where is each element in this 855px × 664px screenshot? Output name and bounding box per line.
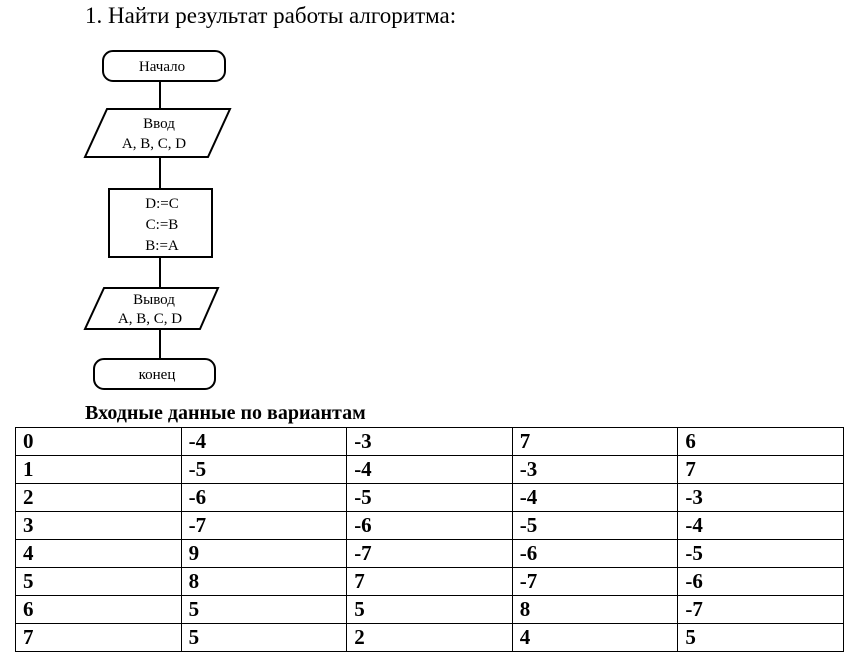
variant-number-cell: 4	[16, 540, 182, 568]
table-cell: -4	[678, 512, 844, 540]
end-label: конец	[138, 367, 176, 383]
table-cell: -7	[347, 540, 513, 568]
variants-table-body	[16, 428, 844, 652]
input-label: Ввод	[143, 116, 175, 132]
table-cell: 7	[512, 428, 678, 456]
table-cell: 5	[678, 624, 844, 652]
table-row	[16, 428, 844, 456]
table-cell: 4	[512, 624, 678, 652]
table-cell: -4	[512, 484, 678, 512]
variant-number-cell: 0	[16, 428, 182, 456]
input-vars: A, B, C, D	[121, 136, 187, 152]
table-cell: 5	[181, 624, 347, 652]
table-cell: -5	[678, 540, 844, 568]
table-cell: -6	[678, 568, 844, 596]
process-line: D:=C	[145, 196, 179, 212]
table-cell: 8	[181, 568, 347, 596]
variant-number-cell: 5	[16, 568, 182, 596]
variants-title: Входные данные по вариантам	[85, 402, 366, 424]
output-label: Вывод	[133, 292, 175, 308]
table-cell: -7	[181, 512, 347, 540]
table-row	[16, 624, 844, 652]
table-row	[16, 512, 844, 540]
flowchart-diagram	[82, 46, 232, 399]
table-cell: 2	[347, 624, 513, 652]
variant-number-cell: 2	[16, 484, 182, 512]
table-cell: -5	[347, 484, 513, 512]
table-cell: -4	[347, 456, 513, 484]
table-cell: -3	[347, 428, 513, 456]
table-cell: -6	[347, 512, 513, 540]
table-cell: -7	[678, 596, 844, 624]
table-cell: 7	[347, 568, 513, 596]
table-cell: -5	[181, 456, 347, 484]
output-vars: A, B, C, D	[117, 311, 183, 327]
variants-table	[15, 427, 844, 652]
variant-number-cell: 6	[16, 596, 182, 624]
table-cell: -3	[678, 484, 844, 512]
table-cell: -5	[512, 512, 678, 540]
table-row	[16, 568, 844, 596]
table-cell: -4	[181, 428, 347, 456]
process-line: B:=A	[145, 238, 179, 254]
table-cell: 7	[678, 456, 844, 484]
table-cell: 9	[181, 540, 347, 568]
table-row	[16, 596, 844, 624]
start-label: Начало	[138, 59, 186, 75]
table-cell: 5	[347, 596, 513, 624]
variant-number-cell: 1	[16, 456, 182, 484]
table-row	[16, 456, 844, 484]
process-line: C:=B	[145, 217, 179, 233]
table-cell: -6	[512, 540, 678, 568]
variant-number-cell: 7	[16, 624, 182, 652]
task-title: 1. Найти результат работы алгоритма:	[85, 3, 457, 28]
table-row	[16, 540, 844, 568]
table-cell: 8	[512, 596, 678, 624]
table-cell: -3	[512, 456, 678, 484]
table-cell: -7	[512, 568, 678, 596]
flowchart	[82, 46, 232, 399]
table-cell: 5	[181, 596, 347, 624]
table-cell: 6	[678, 428, 844, 456]
table-row	[16, 484, 844, 512]
variant-number-cell: 3	[16, 512, 182, 540]
table-cell: -6	[181, 484, 347, 512]
